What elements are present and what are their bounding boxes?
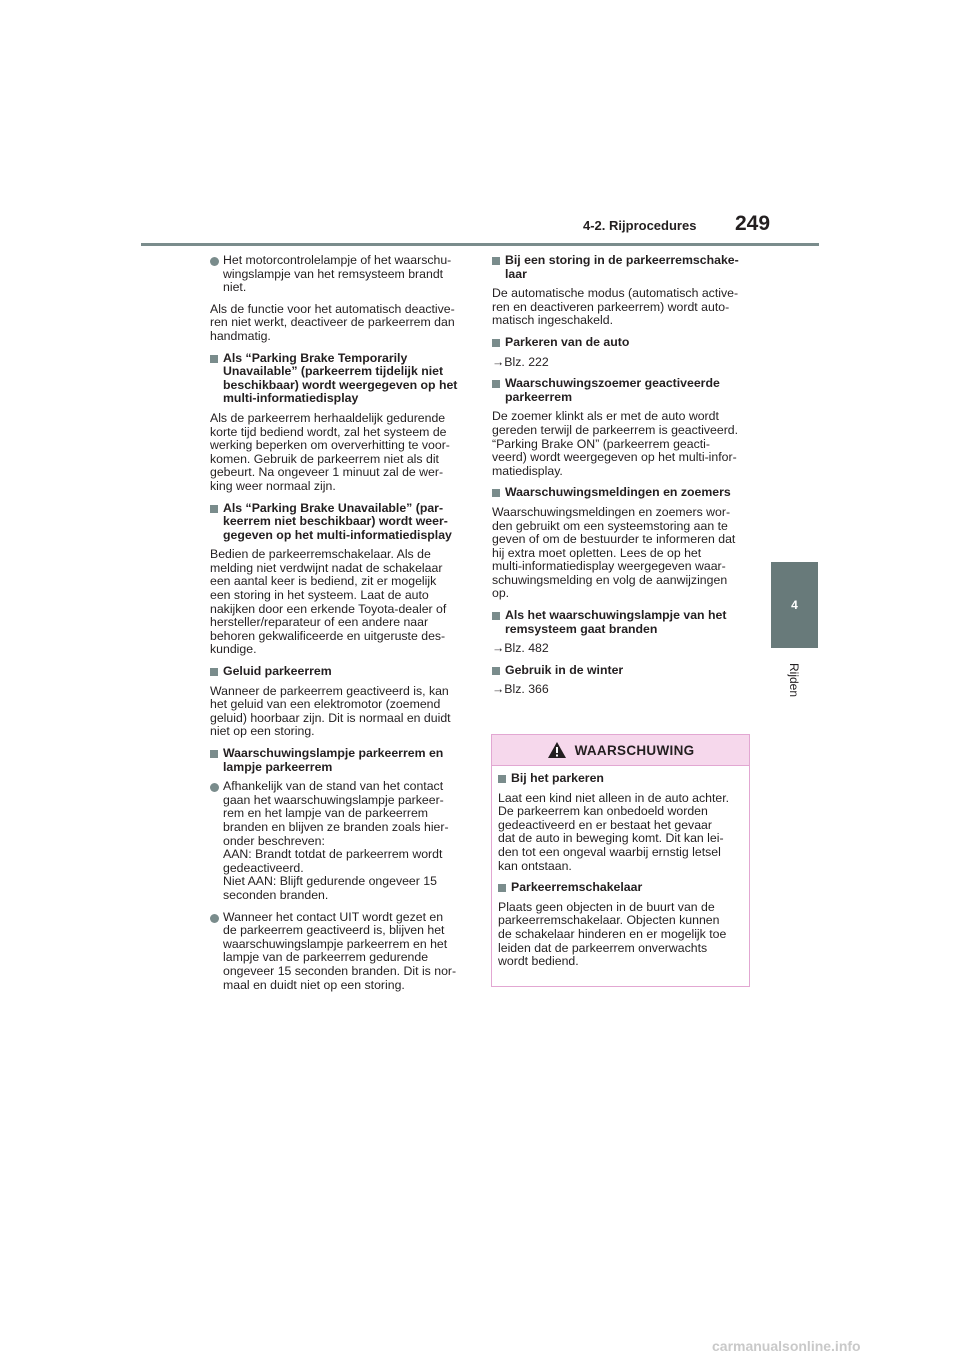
paragraph: Waarschuwingsmeldingen en zoemers wor- den gebruikt om een systeemstoring aan te geven of om de bestuurder te informeren dat hij extra moet opletten. Lees de op het multi-informatiedisplay weergegeven waar- schuwingsmelding en volg de aanwijzingen op. — [492, 504, 736, 601]
square-bullet-icon — [492, 380, 500, 388]
section-heading — [492, 486, 752, 500]
square-bullet-icon — [492, 667, 500, 675]
square-bullet-icon — [210, 668, 218, 676]
heading-text: Waarschuwingszoemer geactiveerde parkeerrem — [505, 376, 720, 404]
warning-header — [492, 735, 749, 766]
heading-text: Waarschuwingsmeldingen en zoemers — [505, 485, 731, 500]
heading-text: Gebruik in de winter — [505, 662, 624, 677]
bullet-dot-icon — [210, 783, 219, 792]
page-reference-link[interactable]: →Blz. 222 — [492, 354, 549, 369]
section-heading — [210, 665, 468, 679]
paragraph: Als de parkeerrem herhaaldelijk gedurende korte tijd bediend wordt, zal het systeem de werking beperken om oververhitting te voor- komen. Gebruik de parkeerrem niet als dit gebeurt. Na ongeveer 1 minuut zal de wer- king weer normaal zijn. — [210, 410, 450, 493]
warning-box — [491, 734, 750, 987]
warning-paragraph: Laat een kind niet alleen in de auto achter. De parkeerrem kan onbedoeld worden gedeactiveerd en er bestaat het gevaar dat de auto in beweging komt. Dit kan lei- den tot een ongeval waarbij ernstig letsel kan ontstaan. — [498, 790, 730, 873]
chapter-number: 4 — [791, 598, 798, 612]
heading-text: Waarschuwingslampje parkeerrem en lampje parkeerrem — [223, 746, 444, 774]
square-bullet-icon — [210, 355, 218, 363]
header-divider — [141, 243, 819, 246]
watermark-text: carmanualsonline.info — [712, 1338, 861, 1354]
heading-text: Bij een storing in de parkeerremschake- laar — [505, 253, 739, 281]
paragraph: Bedien de parkeerremschakelaar. Als de melding niet verdwijnt nadat de schakelaar een aantal keer is bediend, zit er mogelijk een storing in het systeem. Laat de auto nakijken door een erkende Toyota-dealer of hersteller/reparateur of een andere naar behoren gekwalificeerde en uitgeruste des- kundige. — [210, 547, 447, 657]
warning-heading — [498, 881, 744, 895]
section-heading — [492, 254, 752, 281]
chapter-label-text: Rijden — [787, 662, 801, 698]
warning-title: WAARSCHUWING — [574, 742, 695, 758]
heading-text: Als “Parking Brake Temporarily Unavailable” (parkeerrem tijdelijk niet beschikbaar) wordt weergegeven op het multi-informatiedisplay — [223, 350, 458, 406]
section-heading — [210, 747, 468, 774]
section-heading — [210, 352, 468, 406]
right-column — [492, 254, 752, 705]
bullet-text: Het motorcontrolelampje of het waarschu- wingslampje van het remsysteem brandt niet. — [223, 253, 452, 295]
page-reference-link[interactable]: →Blz. 366 — [492, 682, 549, 697]
paragraph: Als de functie voor het automatisch deactive- ren niet werkt, deactiveer de parkeerrem dan handmatig. — [210, 301, 455, 343]
section-heading — [492, 336, 752, 350]
warning-triangle-icon — [547, 741, 567, 759]
heading-text: Parkeren van de auto — [505, 334, 630, 349]
paragraph: De zoemer klinkt als er met de auto wordt gereden terwijl de parkeerrem is geactiveerd. “Parking Brake ON” (parkeerrem geacti- veerd) wordt weergegeven op het multi-infor- matiedisplay. — [492, 409, 739, 478]
section-heading — [492, 377, 752, 404]
page-number: 249 — [735, 212, 771, 235]
heading-text: Als “Parking Brake Unavailable” (par- keerrem niet beschikbaar) wordt weer- gegeven op het multi-informatiedisplay — [223, 500, 452, 542]
warning-heading — [498, 772, 744, 786]
paragraph: De automatische modus (automatisch active- ren en deactiveren parkeerrem) wordt auto- matisch ingeschakeld. — [492, 286, 739, 328]
square-bullet-icon — [492, 489, 500, 497]
bullet-dot-icon — [210, 914, 219, 923]
square-bullet-icon — [210, 505, 218, 513]
heading-text: Parkeerremschakelaar — [511, 880, 643, 895]
bullet-item — [210, 780, 468, 902]
square-bullet-icon — [210, 750, 218, 758]
bullet-text: Afhankelijk van de stand van het contact gaan het waarschuwingslampje parkeer- rem en het lampje van de parkeerrem branden en blijven ze branden zoals hier- onder beschreven: AAN: Brandt totdat de parkeerrem wordt gedeactiveerd. Niet AAN: Blijft gedurende ongeveer 15 seconden branden. — [223, 779, 449, 902]
section-heading — [210, 502, 468, 543]
bullet-item — [210, 254, 468, 295]
section-heading — [492, 609, 752, 636]
warning-body — [492, 766, 749, 969]
left-column — [210, 254, 468, 1000]
heading-text: Bij het parkeren — [511, 771, 604, 785]
section-heading — [492, 664, 752, 678]
square-bullet-icon — [492, 257, 500, 265]
bullet-item — [210, 911, 468, 993]
square-bullet-icon — [498, 884, 506, 892]
bullet-dot-icon — [210, 257, 219, 266]
square-bullet-icon — [492, 339, 500, 347]
paragraph: Wanneer de parkeerrem geactiveerd is, kan het geluid van een elektromotor (zoemend geluid) hoorbaar zijn. Dit is normaal en duidt niet op een storing. — [210, 683, 451, 739]
warning-paragraph: Plaats geen objecten in de buurt van de parkeerremschakelaar. Objecten kunnen de schakelaar hinderen en er mogelijk toe leiden dat de parkeerrem onverwachts wordt bediend. — [498, 899, 727, 969]
chapter-label — [784, 628, 804, 698]
square-bullet-icon — [498, 775, 506, 783]
square-bullet-icon — [492, 612, 500, 620]
heading-text: Geluid parkeerrem — [223, 664, 332, 679]
section-title: 4-2. Rijprocedures — [583, 218, 697, 233]
bullet-text: Wanneer het contact UIT wordt gezet en de parkeerrem geactiveerd is, blijven het waarschuwingslampje parkeerrem en het lampje van de parkeerrem gedurende ongeveer 15 seconden branden. Dit is nor- maal en duidt niet op een storing. — [223, 909, 457, 992]
heading-text: Als het waarschuwingslampje van het remsysteem gaat branden — [505, 608, 727, 636]
page-reference-link[interactable]: →Blz. 482 — [492, 641, 549, 656]
